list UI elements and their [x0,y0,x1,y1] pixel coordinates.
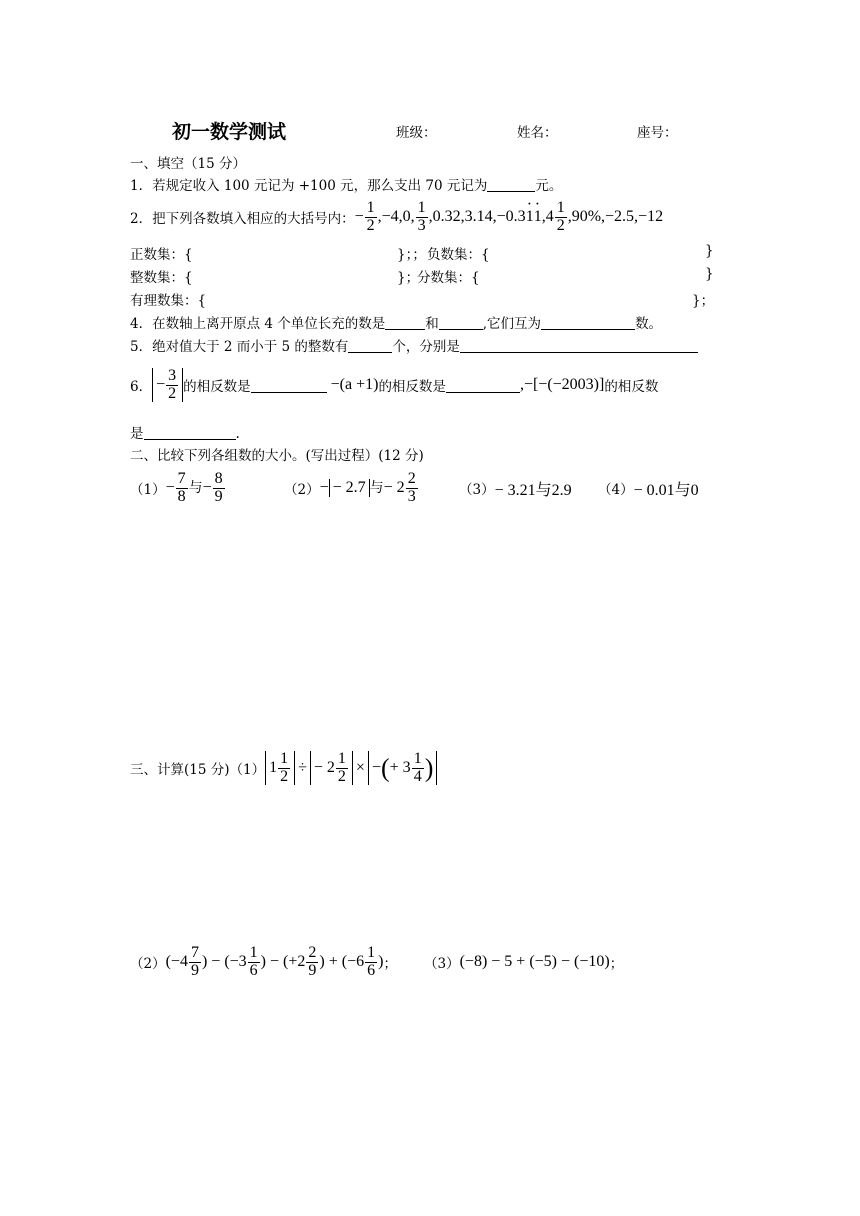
compare-item-1: （1） − $\frac{7}{8}$ 与− $\frac{8}{9}$ [130,469,223,505]
answer-blank[interactable] [446,378,520,393]
class-label: 班级： [396,125,437,141]
fraction-set-close: } [705,266,714,282]
answer-blank[interactable] [385,315,425,330]
name-label: 姓名： [517,125,558,141]
answer-blank[interactable] [251,378,327,393]
compare-item-4: （4） − 0.01与0 [598,481,699,499]
integer-set-label: 整数集：{ [130,270,193,286]
integer-set-close: }； [397,270,420,286]
page-title: 初一数学测试 [172,121,287,143]
answer-blank[interactable] [348,338,392,353]
rational-set-label: 有理数集：{ [130,293,207,309]
fraction-set-label: 分数集：{ [417,270,480,286]
positive-set-close: }；； [397,247,426,263]
answer-blank[interactable] [541,315,635,330]
question-6-continuation: 是 . [130,426,240,442]
positive-set-label: 正数集：{ [130,247,193,263]
number-list: − $\frac{1}{2}$ ,−4,0, $\frac{1}{3}$ ,0.32,3.14,−0.31 ·1 ·,4 $\frac{1}{2}$ ,90%,−2.5,−12 [355,200,663,235]
negative-set-close: } [705,243,714,259]
negative-set-label: 负数集：{ [427,247,490,263]
answer-blank[interactable] [439,315,483,330]
compare-item-2: （2） − − 2.7 与− 2 $\frac{2}{3}$ [284,469,416,505]
compare-item-3: （3） − 3.21与2.9 [459,481,572,499]
answer-blank[interactable] [487,177,535,192]
section1-heading: 一、填空（15 分） [130,156,246,172]
question-5: 5．绝对值大于 2 而小于 5 的整数有 个，分别是 [130,335,698,355]
calc-problem-2: （2） (−4 $\frac{7}{9}$ ) − (−3 $\frac{1}{6}$ ) − (+2 $\frac{2}{9}$ ) + (−6 $\frac{1}{6}$ ) ； [130,943,397,979]
calc-problem-1: 三、计算(15 分) （1） 1 $\frac{1}{2}$ ÷ − 2 $\frac{1}{2}$ × −(+ 3 $\frac{1}{4}$ ) [130,744,437,792]
answer-blank[interactable] [460,338,698,353]
question-4: 4．在数轴上离开原点 4 个单位长充的数是 和 ,它们互为 数。 [130,316,663,332]
abs-value-expr: − $\frac{3}{2}$ [152,368,183,403]
section2-heading: 二、比较下列各组数的大小。(写出过程）(12 分) [130,448,424,464]
answer-blank[interactable] [144,425,236,440]
question-1: 1．若规定收入 100 元记为 +100 元，那么支出 70 元记为 元。 [130,178,563,194]
rational-set-close: }； [692,293,715,309]
calc-problem-3: （3） (−8) − 5 + (−5) − (−10) ； [424,953,624,972]
question-6: 6． − $\frac{3}{2}$ 的相反数是 −(a +1) 的相反数是 ,−[−(−2003)] 的相反数 [130,366,659,402]
seat-label: 座号： [637,125,678,141]
question-2: 2．把下列各数填入相应的大括号内： − $\frac{1}{2}$ ,−4,0, $\frac{1}{3}$ ,0.32,3.14,−0.31 ·1 ·,4 $\frac{1}{2}$ ,90%,−2.5,−12 [130,197,663,237]
